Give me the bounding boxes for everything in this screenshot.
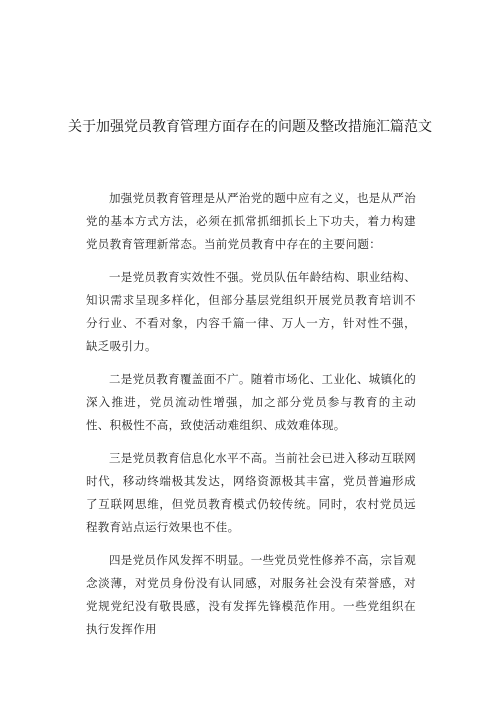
paragraph-intro: 加强党员教育管理是从严治党的题中应有之义，也是从严治党的基本方式方法，必须在抓常抓细抓长上下功夫，着力构建党员教育管理新常态。当前党员教育中存在的主要问题：: [86, 191, 416, 251]
document-body: [86, 187, 416, 651]
paragraph-problem-4: 四是党员作风发挥不明显。一些党员党性修养不高，宗旨观念淡薄，对党员身份没有认同感，对服务社会没有荣誉感，对党规党纪没有敬畏感，没有发挥先锋模范作用。一些党组织在执行发挥作用: [86, 553, 416, 636]
paragraph-problem-2: 二是党员教育覆盖面不广。随着市场化、工业化、城镇化的深入推进，党员流动性增强，加之部分党员参与教育的主动性、积极性不高，致使活动难组织、成效难体现。: [86, 372, 416, 432]
paragraph-problem-3: 三是党员教育信息化水平不高。当前社会已进入移动互联网时代，移动终端极其发达，网络资源极其丰富，党员普遍形成了互联网思维，但党员教育模式仍较传统。同时，农村党员远程教育站点运行效果也不佳。: [86, 451, 416, 534]
document-title: 关于加强党员教育管理方面存在的问题及整改措施汇篇范文: [68, 119, 432, 135]
paragraph-problem-1: 一是党员教育实效性不强。党员队伍年龄结构、职业结构、知识需求呈现多样化，但部分基层党组织开展党员教育培训不分行业、不看对象，内容千篇一律、万人一方，针对性不强，缺乏吸引力。: [86, 270, 416, 353]
